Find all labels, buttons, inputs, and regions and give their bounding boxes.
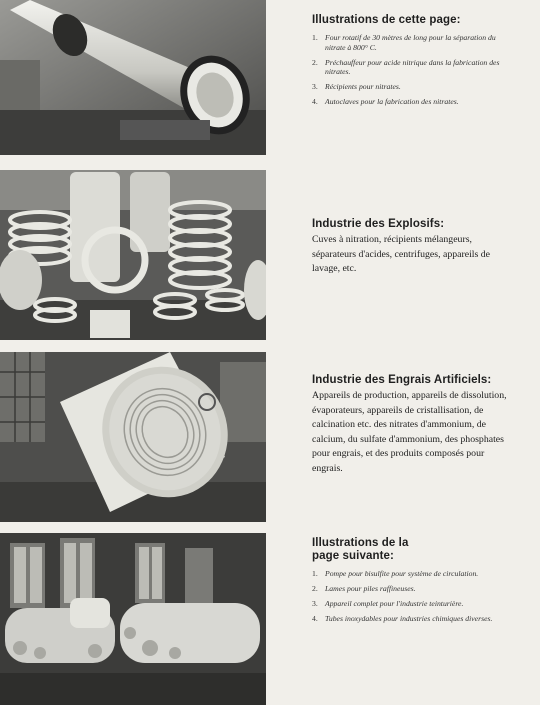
section-explosives-title: Industrie des Explosifs: — [312, 218, 445, 230]
captions-this-page-title: Illustrations de cette page: — [312, 14, 461, 26]
list-item: 4. Autoclaves pour la fabrication des nitrates. — [312, 97, 459, 107]
section-fertilizers-title: Industrie des Engrais Artificiels: — [312, 374, 492, 386]
section-explosives-text: Cuves à nitration, récipients mélangeurs, séparateurs d'acides, centrifuges, appareils de lavage, etc. — [312, 234, 491, 274]
captions-this-page — [312, 14, 517, 113]
photo-rotary-kiln — [0, 0, 266, 155]
section-explosives — [312, 218, 517, 277]
captions-next-page-title: Illustrations de la page suivante: — [312, 537, 409, 562]
section-fertilizers-text: Appareils de production, appareils de dissolution, évaporateurs, appareils de cristallisation, de calcination etc. des nitrates d'ammonium, de calcium, du sulfate d'ammonium, des phosphates pour engrais, et des produits composés pour engrais. — [312, 390, 507, 474]
photo-tanks-pumps — [0, 533, 266, 705]
list-item: 3. Récipients pour nitrates. — [312, 82, 401, 92]
list-item: 2. Préchauffeur pour acide nitrique dans la fabrication des nitrates. — [312, 57, 500, 77]
section-fertilizers — [312, 374, 517, 476]
list-item: 1. Four rotatif de 30 mètres de long pour la séparation du nitrate à 800° C. — [312, 33, 496, 52]
list-item: 1. Pompe pour bisulfite pour système de circulation. — [312, 569, 479, 578]
captions-next-page — [312, 537, 517, 629]
photo-large-drum — [0, 352, 266, 522]
captions-this-page-list — [312, 33, 517, 107]
list-item: 2. Lames pour piles raffineuses. — [312, 584, 416, 594]
captions-next-page-list — [312, 569, 517, 624]
list-item: 4. Tubes inoxydables pour industries chimiques diverses. — [312, 614, 493, 624]
photo-coil-vessels — [0, 170, 266, 340]
list-item: 3. Appareil complet pour l'industrie teinturière. — [312, 599, 464, 609]
